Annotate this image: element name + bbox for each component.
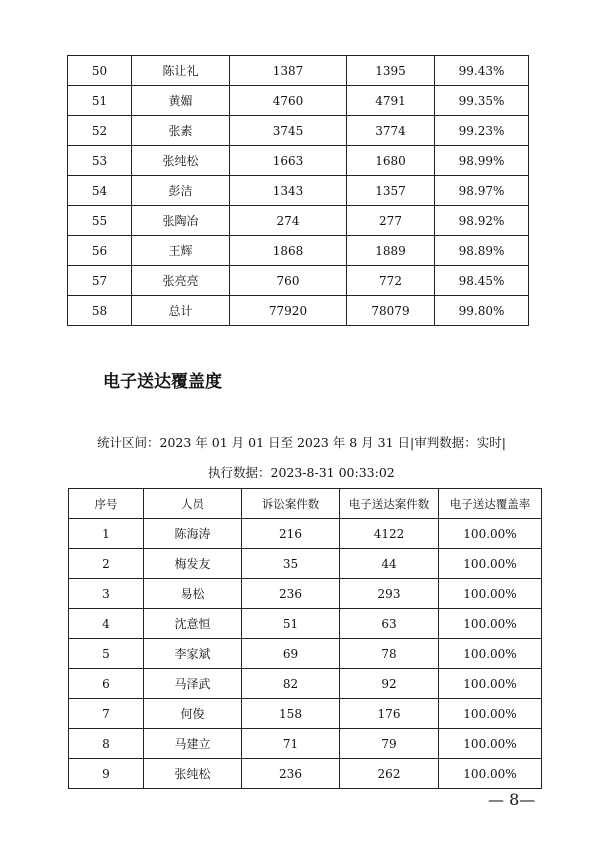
- table-cell: 216: [242, 519, 340, 549]
- table-cell: 99.23%: [435, 116, 529, 146]
- table-cell: 2: [69, 549, 144, 579]
- table-cell: 4: [69, 609, 144, 639]
- table-cell: 4791: [347, 86, 435, 116]
- coverage-table-body: [69, 519, 542, 789]
- table-row: [68, 116, 529, 146]
- table-cell: 1343: [230, 176, 347, 206]
- table-cell: 王辉: [132, 236, 230, 266]
- table-cell: 98.45%: [435, 266, 529, 296]
- table-cell: 71: [242, 729, 340, 759]
- table-cell: 张纯松: [144, 759, 242, 789]
- table-cell: 3774: [347, 116, 435, 146]
- table-cell: 78: [340, 639, 439, 669]
- table-cell: 3: [69, 579, 144, 609]
- table-cell: 1680: [347, 146, 435, 176]
- table-row: [69, 519, 542, 549]
- table-cell: 98.99%: [435, 146, 529, 176]
- table-cell: 1: [69, 519, 144, 549]
- table-cell: 54: [68, 176, 132, 206]
- table-cell: 277: [347, 206, 435, 236]
- table-cell: 57: [68, 266, 132, 296]
- table-cell: 张纯松: [132, 146, 230, 176]
- table-cell: 772: [347, 266, 435, 296]
- table-row: [69, 579, 542, 609]
- table-cell: 236: [242, 579, 340, 609]
- table-cell: 98.89%: [435, 236, 529, 266]
- table-cell: 陈海涛: [144, 519, 242, 549]
- page-number: — 8—: [488, 790, 536, 809]
- table-cell: 158: [242, 699, 340, 729]
- ranking-table-continued: [67, 55, 529, 326]
- table-row: [68, 266, 529, 296]
- table-cell: 293: [340, 579, 439, 609]
- table-cell: 1357: [347, 176, 435, 206]
- table-cell: 100.00%: [439, 519, 542, 549]
- table-cell: 张素: [132, 116, 230, 146]
- section-heading: 电子送达覆盖度: [103, 372, 222, 392]
- table-cell: 56: [68, 236, 132, 266]
- column-header: 人员: [144, 489, 242, 519]
- table-cell: 99.43%: [435, 56, 529, 86]
- table-cell: 77920: [230, 296, 347, 326]
- table-cell: 3745: [230, 116, 347, 146]
- table-cell: 沈意恒: [144, 609, 242, 639]
- table-cell: 100.00%: [439, 639, 542, 669]
- table-cell: 马建立: [144, 729, 242, 759]
- table-cell: 张亮亮: [132, 266, 230, 296]
- table-cell: 100.00%: [439, 579, 542, 609]
- table-row: [69, 759, 542, 789]
- table-cell: 9: [69, 759, 144, 789]
- table-row: [69, 549, 542, 579]
- table-cell: 7: [69, 699, 144, 729]
- table-cell: 100.00%: [439, 549, 542, 579]
- table-row: [68, 206, 529, 236]
- table-cell: 5: [69, 639, 144, 669]
- table-cell: 何俊: [144, 699, 242, 729]
- table-cell: 51: [68, 86, 132, 116]
- table-cell: 张陶冶: [132, 206, 230, 236]
- table-cell: 98.92%: [435, 206, 529, 236]
- table-cell: 99.35%: [435, 86, 529, 116]
- table-cell: 69: [242, 639, 340, 669]
- table-cell: 1663: [230, 146, 347, 176]
- table-cell: 52: [68, 116, 132, 146]
- table-row: [69, 639, 542, 669]
- table-cell: 100.00%: [439, 699, 542, 729]
- table-cell: 274: [230, 206, 347, 236]
- table-cell: 58: [68, 296, 132, 326]
- table-cell: 李家斌: [144, 639, 242, 669]
- table-cell: 63: [340, 609, 439, 639]
- table-row: [68, 146, 529, 176]
- table-cell: 总计: [132, 296, 230, 326]
- table-row: [68, 236, 529, 266]
- table-cell: 79: [340, 729, 439, 759]
- column-header: 电子送达覆盖率: [439, 489, 542, 519]
- table-cell: 4122: [340, 519, 439, 549]
- table-cell: 176: [340, 699, 439, 729]
- table-row: [69, 669, 542, 699]
- table-cell: 98.97%: [435, 176, 529, 206]
- table-cell: 陈让礼: [132, 56, 230, 86]
- table-cell: 35: [242, 549, 340, 579]
- table-cell: 8: [69, 729, 144, 759]
- table-cell: 易松: [144, 579, 242, 609]
- table-row: [68, 86, 529, 116]
- table-cell: 1889: [347, 236, 435, 266]
- table-cell: 6: [69, 669, 144, 699]
- table-cell: 99.80%: [435, 296, 529, 326]
- table-cell: 马泽武: [144, 669, 242, 699]
- table-cell: 100.00%: [439, 609, 542, 639]
- table-row: [69, 699, 542, 729]
- table-cell: 262: [340, 759, 439, 789]
- table-cell: 53: [68, 146, 132, 176]
- table-cell: 4760: [230, 86, 347, 116]
- table-cell: 92: [340, 669, 439, 699]
- table-row: [68, 56, 529, 86]
- table-row: [69, 729, 542, 759]
- column-header: 序号: [69, 489, 144, 519]
- electronic-delivery-coverage-table: [68, 488, 542, 789]
- ranking-table-body: [68, 56, 529, 326]
- table-cell: 55: [68, 206, 132, 236]
- column-header: 诉讼案件数: [242, 489, 340, 519]
- table-cell: 梅发友: [144, 549, 242, 579]
- table-cell: 彭洁: [132, 176, 230, 206]
- table-cell: 51: [242, 609, 340, 639]
- coverage-table-header-row: [69, 489, 542, 519]
- table-cell: 82: [242, 669, 340, 699]
- table-cell: 1868: [230, 236, 347, 266]
- statistics-period-line: 统计区间：2023 年 01 月 01 日至 2023 年 8 月 31 日|审判数据：实时|: [97, 435, 506, 450]
- execution-data-line: 执行数据：2023-8-31 00:33:02: [208, 465, 395, 480]
- table-cell: 黄媚: [132, 86, 230, 116]
- table-cell: 78079: [347, 296, 435, 326]
- table-cell: 236: [242, 759, 340, 789]
- table-cell: 760: [230, 266, 347, 296]
- table-row: [68, 176, 529, 206]
- table-cell: 50: [68, 56, 132, 86]
- table-cell: 1395: [347, 56, 435, 86]
- table-cell: 100.00%: [439, 759, 542, 789]
- table-row: [68, 296, 529, 326]
- table-cell: 1387: [230, 56, 347, 86]
- table-cell: 44: [340, 549, 439, 579]
- table-cell: 100.00%: [439, 729, 542, 759]
- column-header: 电子送达案件数: [340, 489, 439, 519]
- table-cell: 100.00%: [439, 669, 542, 699]
- table-row: [69, 609, 542, 639]
